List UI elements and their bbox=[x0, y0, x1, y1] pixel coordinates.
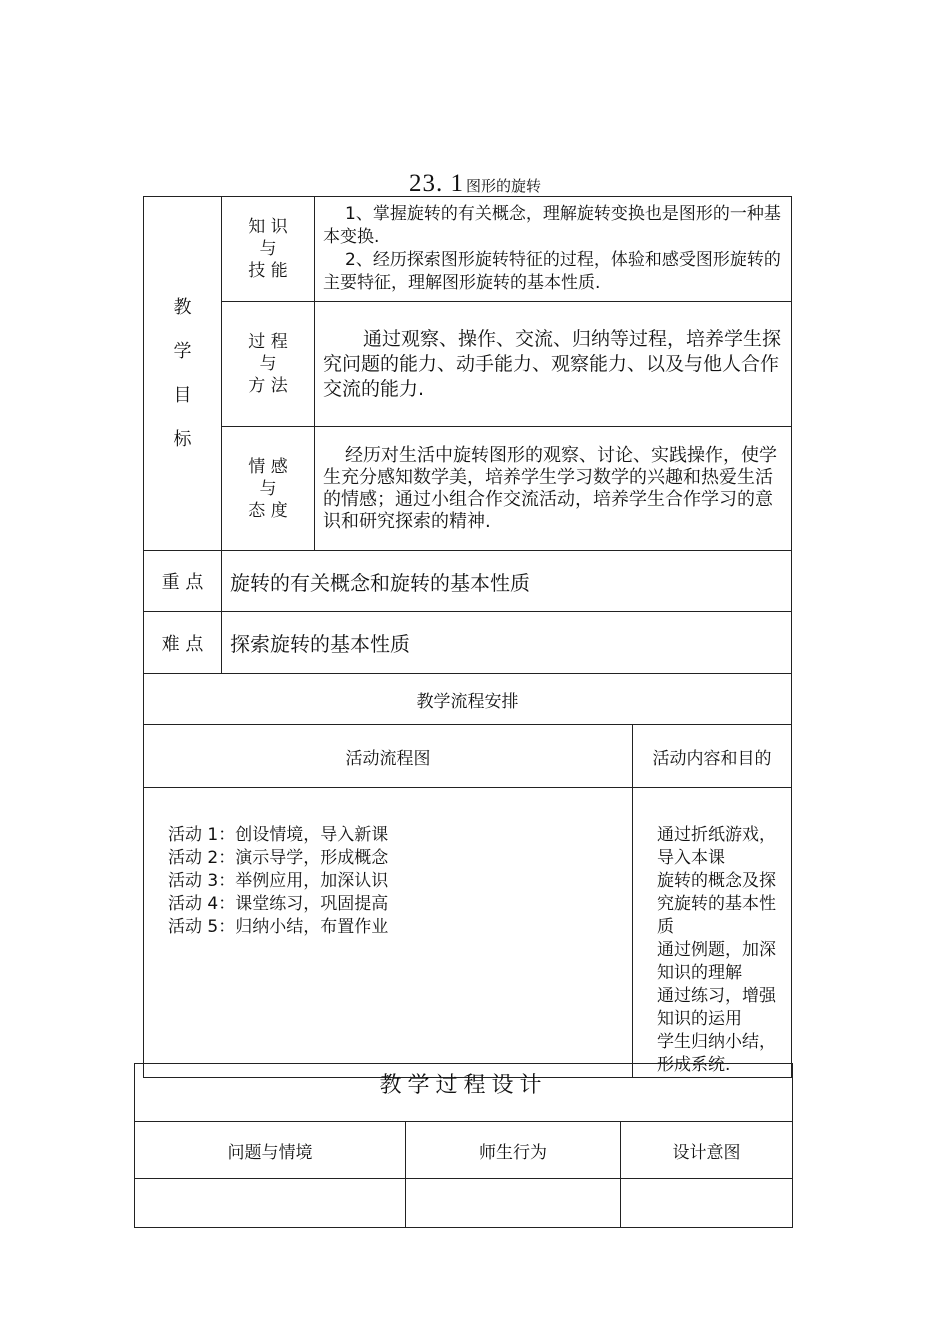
col-header-problem: 问题与情境 bbox=[135, 1122, 406, 1179]
objectives-label-char: 教 bbox=[173, 296, 192, 318]
label-line: 与 bbox=[259, 239, 277, 259]
objective-paragraph: 2、经历探索图形旋转特征的过程，体验和感受图形旋转的主要特征，理解图形旋转的基本性质. bbox=[323, 250, 781, 293]
flow-title-row bbox=[144, 674, 792, 725]
process-title: 教学过程设计 bbox=[135, 1064, 793, 1122]
flow-header-row bbox=[144, 725, 792, 788]
label-line: 情 感 bbox=[248, 456, 288, 477]
activity-list-cell bbox=[144, 788, 633, 1078]
process-method-label bbox=[222, 302, 315, 427]
objective-row-knowledge bbox=[144, 197, 792, 302]
purpose-item: 学生归纳小结，形成系统. bbox=[657, 1032, 776, 1075]
emotion-attitude-label bbox=[222, 427, 315, 551]
objectives-label-char: 学 bbox=[173, 340, 192, 362]
section-number: 23. 1 bbox=[408, 170, 464, 197]
purpose-item: 通过练习，增强知识的运用 bbox=[657, 986, 776, 1029]
purpose-list bbox=[633, 788, 791, 1077]
difficulty-row bbox=[144, 612, 792, 674]
activity-text: 归纳小结，布置作业 bbox=[235, 917, 389, 937]
intent-cell bbox=[621, 1179, 793, 1228]
flow-col-left-header: 活动流程图 bbox=[144, 725, 633, 788]
activity-text: 举例应用，加深认识 bbox=[235, 871, 389, 891]
activity-item bbox=[168, 870, 632, 893]
knowledge-skills-label bbox=[222, 197, 315, 302]
label-line: 过 程 bbox=[248, 332, 288, 352]
problem-cell bbox=[135, 1179, 406, 1228]
purpose-item: 旋转的概念及探究旋转的基本性质 bbox=[657, 871, 776, 937]
behavior-cell bbox=[406, 1179, 621, 1228]
flow-col-right-header: 活动内容和目的 bbox=[633, 725, 792, 788]
objectives-label-char: 目 bbox=[173, 384, 192, 406]
knowledge-skills-text bbox=[315, 197, 792, 302]
process-title-row bbox=[135, 1064, 793, 1122]
key-point-text: 旋转的有关概念和旋转的基本性质 bbox=[222, 551, 792, 612]
label-line: 方 法 bbox=[248, 376, 288, 396]
objective-paragraph: 1、掌握旋转的有关概念，理解旋转变换也是图形的一种基本变换. bbox=[323, 204, 781, 247]
activity-label: 活动 5： bbox=[168, 917, 236, 937]
activity-item bbox=[168, 824, 632, 847]
flow-title: 教学流程安排 bbox=[144, 674, 792, 725]
activity-item bbox=[168, 893, 632, 916]
page-title bbox=[0, 170, 950, 198]
activity-text: 创设情境，导入新课 bbox=[235, 825, 389, 845]
objectives-label-char: 标 bbox=[173, 428, 192, 450]
process-design-table bbox=[134, 1063, 793, 1228]
col-header-behavior: 师生行为 bbox=[406, 1122, 621, 1179]
label-line: 态 度 bbox=[248, 500, 288, 521]
purpose-item: 通过折纸游戏，导入本课 bbox=[657, 825, 776, 868]
objective-paragraph: 通过观察、操作、交流、归纳等过程，培养学生探究问题的能力、动手能力、观察能力、以及与他人合作交流的能力. bbox=[323, 327, 782, 400]
label-line: 知 识 bbox=[248, 217, 288, 237]
key-point-row bbox=[144, 551, 792, 612]
lesson-plan-table bbox=[143, 196, 792, 1078]
activity-label: 活动 1： bbox=[168, 825, 236, 845]
activity-list bbox=[144, 788, 632, 939]
section-title: 图形的旋转 bbox=[465, 177, 541, 195]
purpose-item: 通过例题，加深知识的理解 bbox=[657, 940, 776, 983]
label-line: 与 bbox=[259, 478, 277, 499]
activity-label: 活动 4： bbox=[168, 894, 236, 914]
emotion-attitude-text bbox=[315, 427, 792, 551]
purpose-list-cell bbox=[633, 788, 792, 1078]
activity-item bbox=[168, 847, 632, 870]
label-line: 与 bbox=[259, 354, 277, 374]
activity-text: 课堂练习，巩固提高 bbox=[235, 894, 389, 914]
key-point-label: 重 点 bbox=[144, 551, 222, 612]
objective-paragraph: 经历对生活中旋转图形的观察、讨论、实践操作，使学生充分感知数学美，培养学生学习数学的兴趣和热爱生活的情感；通过小组合作交流活动，培养学生合作学习的意识和研究探索的精神. bbox=[323, 444, 777, 532]
flow-content-row bbox=[144, 788, 792, 1078]
col-header-intent: 设计意图 bbox=[621, 1122, 793, 1179]
label-line: 技 能 bbox=[248, 261, 288, 281]
process-header-row bbox=[135, 1122, 793, 1179]
activity-label: 活动 2： bbox=[168, 848, 236, 868]
difficulty-label: 难 点 bbox=[144, 612, 222, 674]
difficulty-text: 探索旋转的基本性质 bbox=[222, 612, 792, 674]
objective-row-emotion bbox=[144, 427, 792, 551]
activity-item bbox=[168, 916, 632, 939]
objective-row-process bbox=[144, 302, 792, 427]
objectives-label bbox=[144, 197, 222, 551]
activity-label: 活动 3： bbox=[168, 871, 236, 891]
activity-text: 演示导学，形成概念 bbox=[235, 848, 389, 868]
process-body-row bbox=[135, 1179, 793, 1228]
process-method-text bbox=[315, 302, 792, 427]
